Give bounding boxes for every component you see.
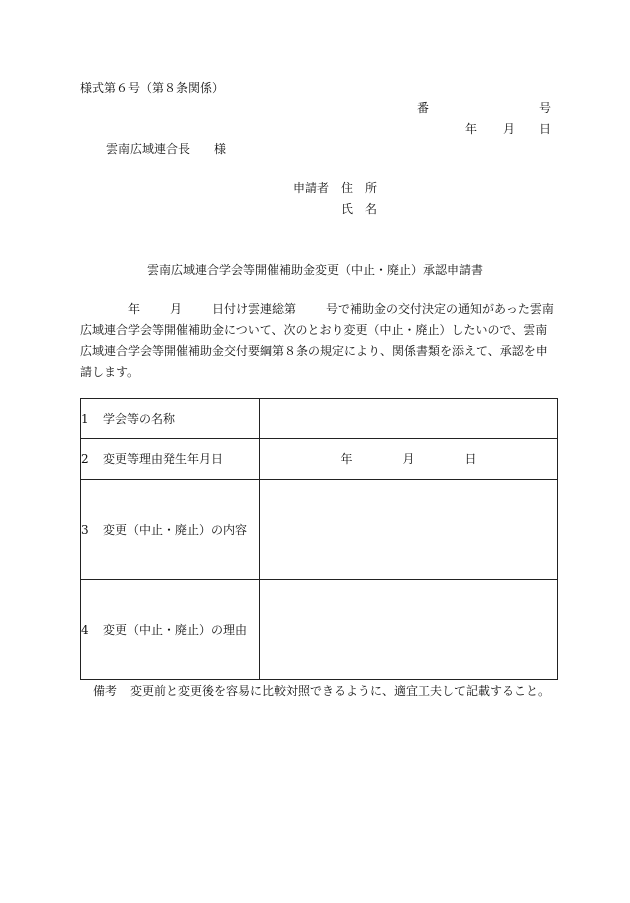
body-line-2: 広域連合学会等開催補助金について、次のとおり変更（中止・廃止）したいので、雲南 <box>80 323 548 337</box>
body-line-1a: 日付け雲連総第 <box>212 302 297 316</box>
addressee <box>106 143 226 155</box>
row-label: 1 学会等の名称 <box>81 399 260 439</box>
table-row <box>81 480 558 580</box>
row-label: 3 変更（中止・廃止）の内容 <box>81 480 260 580</box>
address-label: 住 所 <box>341 181 378 195</box>
document-date-line <box>0 123 630 137</box>
date-day: 日 <box>464 452 477 466</box>
row-label: 2 変更等理由発生年月日 <box>81 439 260 480</box>
applicant-label: 申請者 <box>293 181 330 195</box>
addressee-honorific: 様 <box>214 142 227 156</box>
body-paragraph <box>80 299 560 383</box>
addressee-name: 雲南広域連合長 <box>106 142 191 156</box>
applicant-address-row <box>293 182 377 194</box>
table-row <box>81 439 558 480</box>
name-label: 氏 名 <box>341 202 378 216</box>
body-month: 月 <box>170 302 183 316</box>
go-label: 号 <box>539 101 552 115</box>
date-month: 月 <box>402 452 415 466</box>
body-line-4: 請します。 <box>80 365 140 379</box>
society-name-field[interactable] <box>260 399 558 439</box>
application-table <box>80 398 558 680</box>
document-title: 雲南広域連合学会等開催補助金変更（中止・廃止）承認申請書 <box>146 263 483 277</box>
change-date-field[interactable] <box>260 439 558 480</box>
applicant-name-row <box>341 203 377 215</box>
row-label: 4 変更（中止・廃止）の理由 <box>81 580 260 680</box>
change-reason-field[interactable] <box>260 580 558 680</box>
body-line-1 <box>80 299 560 320</box>
body-line-3: 広域連合学会等開催補助金交付要綱第８条の規定により、関係書類を添えて、承認を申 <box>80 344 548 358</box>
form-number: 様式第６号（第８条関係） <box>80 81 225 95</box>
table-row <box>81 580 558 680</box>
month-label: 月 <box>503 122 516 136</box>
ban-label: 番 <box>417 101 430 115</box>
day-label: 日 <box>539 122 552 136</box>
remarks-head: 備考 <box>93 684 118 698</box>
remarks-text: 変更前と変更後を容易に比較対照できるように、適宜工夫して記載すること。 <box>130 684 551 698</box>
change-content-field[interactable] <box>260 480 558 580</box>
body-year: 年 <box>128 302 141 316</box>
year-label: 年 <box>465 122 478 136</box>
remarks <box>93 685 550 697</box>
table-row <box>81 399 558 439</box>
date-year: 年 <box>340 452 353 466</box>
document-number-line <box>0 102 630 116</box>
body-line-1b: 号で補助金の交付決定の通知があった雲南 <box>326 302 554 316</box>
